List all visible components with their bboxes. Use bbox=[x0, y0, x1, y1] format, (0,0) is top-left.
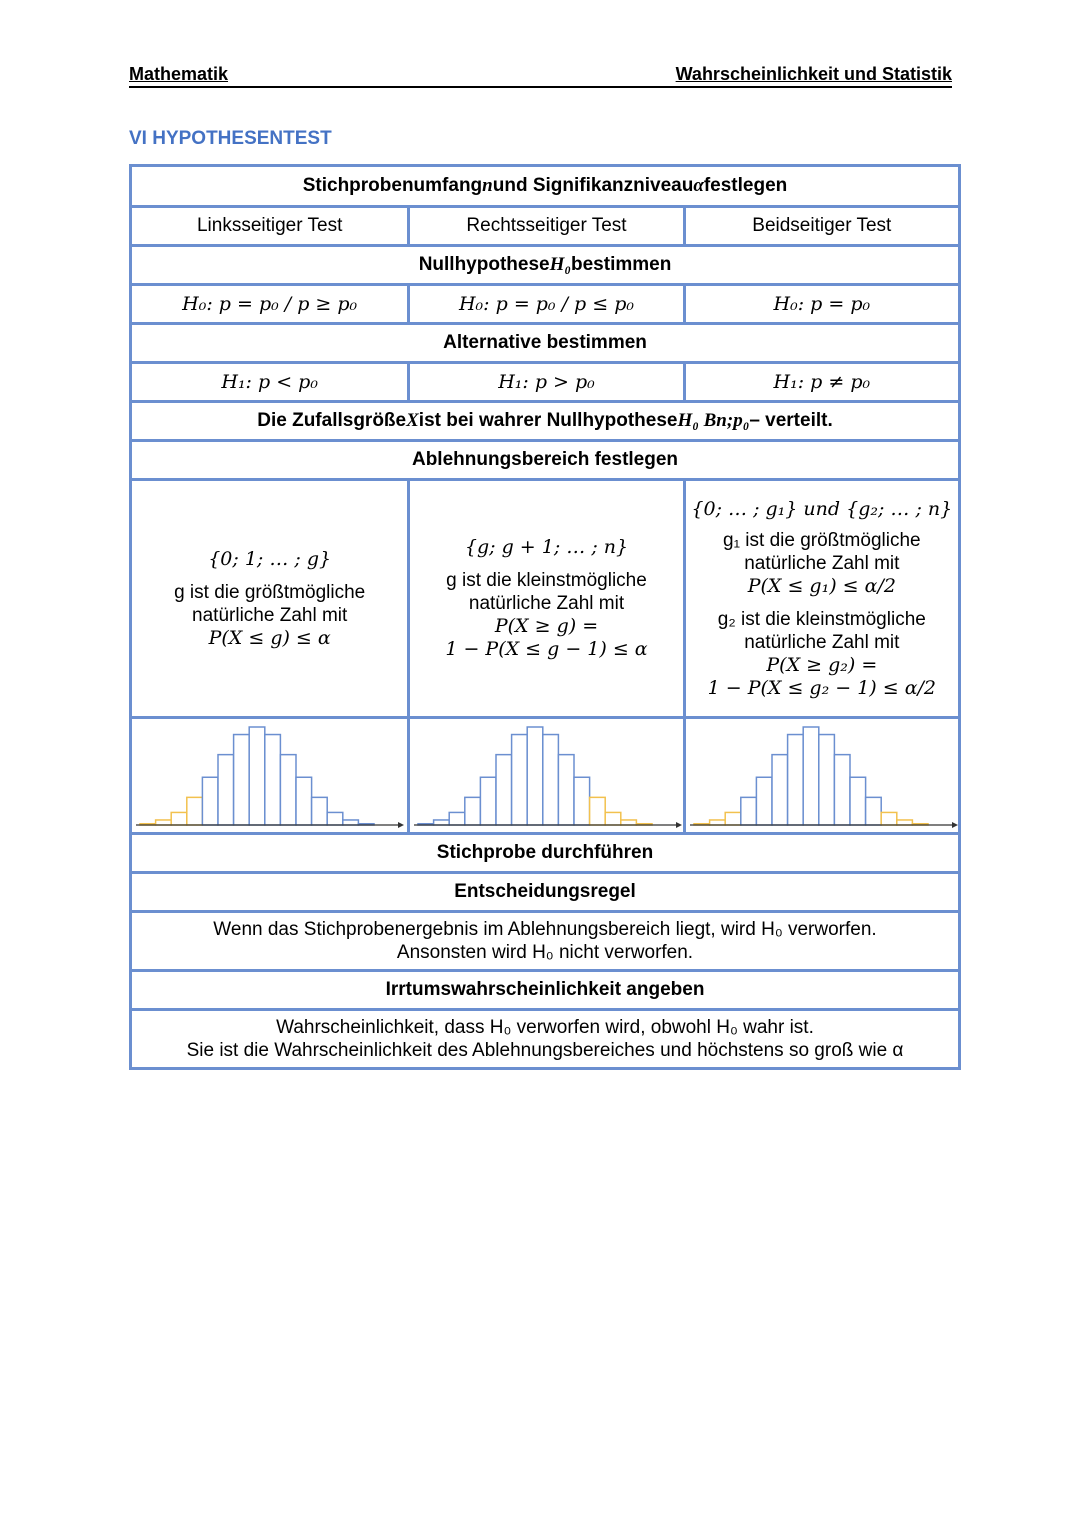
decision-rule-row bbox=[132, 910, 958, 969]
histogram-bar bbox=[621, 820, 637, 825]
histogram-axis-arrow bbox=[952, 822, 958, 828]
region-both-text: natürliche Zahl mit bbox=[744, 552, 900, 574]
histogram-bar bbox=[434, 820, 450, 825]
histogram-bar bbox=[881, 812, 897, 825]
step-error-probability bbox=[132, 969, 958, 1008]
histogram-bar bbox=[496, 755, 512, 825]
h1-right: H₁: p > p₀ bbox=[407, 364, 682, 400]
step-heading: Nullhypothese H₀ bestimmen bbox=[418, 254, 672, 275]
histogram-bar bbox=[606, 812, 622, 825]
histogram-both bbox=[683, 719, 958, 832]
decision-rule-line: Ansonsten wird H₀ nicht verworfen. bbox=[396, 942, 694, 963]
region-both-condition: P(X ≤ g₁) ≤ α/2 bbox=[747, 574, 896, 597]
histogram-left-svg bbox=[132, 719, 406, 835]
test-types-row bbox=[132, 205, 958, 244]
error-probability-line: Sie ist die Wahrscheinlichkeit des Ablehnungsbereiches und höchstens so groß wie α bbox=[186, 1040, 904, 1061]
histogram-bar bbox=[327, 812, 343, 825]
region-right-text: natürliche Zahl mit bbox=[468, 593, 625, 614]
header-topic: Wahrscheinlichkeit und Statistik bbox=[675, 64, 952, 84]
histogram-axis-arrow bbox=[398, 822, 404, 828]
region-left-text: natürliche Zahl mit bbox=[192, 604, 348, 626]
hypothesis-test-table bbox=[129, 164, 961, 1070]
step-heading: Stichprobe durchführen bbox=[436, 842, 654, 863]
histogram-bar bbox=[280, 755, 296, 825]
region-left-condition: P(X ≤ g) ≤ α bbox=[208, 626, 331, 649]
error-probability bbox=[132, 1011, 958, 1067]
error-probability-line: Wahrscheinlichkeit, dass H₀ verworfen wird, obwohl H₀ wahr ist. bbox=[276, 1017, 814, 1038]
step-null-hypothesis bbox=[132, 244, 958, 283]
test-left-label: Linksseitiger Test bbox=[196, 215, 343, 236]
test-both-label: Beidseitiger Test bbox=[683, 208, 958, 244]
histogram-bar bbox=[171, 812, 187, 825]
h1-both: H₁: p ≠ p₀ bbox=[683, 364, 958, 400]
region-left-set: {0; 1; … ; g} bbox=[208, 547, 332, 570]
histogram-bar bbox=[772, 755, 788, 825]
histogram-axis-arrow bbox=[676, 822, 682, 828]
section-title: VI HYPOTHESENTEST bbox=[129, 128, 332, 149]
h0-left: H₀: p = p₀ / p ≥ p₀ bbox=[182, 293, 358, 315]
histogram-left bbox=[132, 719, 407, 832]
histogram-bar bbox=[834, 755, 850, 825]
step-rejection-region bbox=[132, 439, 958, 478]
histogram-bar bbox=[803, 727, 819, 825]
histogram-bar bbox=[850, 777, 866, 825]
step-heading: Irrtumswahrscheinlichkeit angeben bbox=[385, 979, 705, 1000]
histogram-bar bbox=[265, 735, 281, 825]
histogram-bar bbox=[865, 797, 881, 825]
alternative-hypotheses-row bbox=[132, 361, 958, 400]
region-both-text: natürliche Zahl mit bbox=[744, 631, 900, 653]
region-both-condition: 1 − P(X ≤ g₂ − 1) ≤ α/2 bbox=[707, 676, 937, 699]
region-left bbox=[132, 481, 407, 716]
histogram-bar bbox=[312, 797, 328, 825]
region-left-text: g ist die größtmögliche bbox=[174, 581, 366, 603]
region-both-text: g₂ ist die kleinstmögliche bbox=[717, 608, 926, 630]
histogram-bar bbox=[156, 820, 172, 825]
histogram-bar bbox=[709, 820, 725, 825]
step-heading: Alternative bestimmen bbox=[443, 332, 647, 353]
histogram-bar bbox=[234, 735, 250, 825]
decision-rule-line: Wenn das Stichprobenergebnis im Ablehnungsbereich liegt, wird H₀ verworfen. bbox=[213, 919, 877, 940]
region-both-set: {0; … ; g₁} und {g₂; … ; n} bbox=[691, 497, 953, 520]
histogram-bar bbox=[343, 820, 359, 825]
histogram-bar bbox=[249, 727, 265, 825]
histogram-bar bbox=[465, 797, 481, 825]
histograms-row bbox=[132, 716, 958, 832]
histogram-bar bbox=[202, 777, 218, 825]
histogram-bar bbox=[450, 812, 466, 825]
step-heading: Ablehnungsbereich festlegen bbox=[411, 449, 679, 470]
region-both-condition: P(X ≥ g₂) = bbox=[766, 653, 878, 676]
region-right bbox=[407, 481, 682, 716]
step-decision bbox=[132, 871, 958, 910]
histogram-bar bbox=[896, 820, 912, 825]
histogram-bar bbox=[740, 797, 756, 825]
histogram-bar bbox=[296, 777, 312, 825]
page-header bbox=[129, 64, 952, 88]
step-sample bbox=[132, 832, 958, 871]
histogram-bar bbox=[528, 727, 544, 825]
distribution-statement: Die Zufallsgröße X ist bei wahrer Nullhypothese H₀ Bn;p₀ – verteilt. bbox=[257, 410, 833, 431]
histogram-bar bbox=[187, 797, 203, 825]
histogram-bar bbox=[481, 777, 497, 825]
h0-both: H₀: p = p₀ bbox=[683, 286, 958, 322]
histogram-right bbox=[407, 719, 682, 832]
histogram-bar bbox=[218, 755, 234, 825]
histogram-both-svg bbox=[686, 719, 960, 835]
region-both-text: g₁ ist die größtmögliche bbox=[723, 529, 921, 551]
region-right-condition: 1 − P(X ≤ g − 1) ≤ α bbox=[445, 638, 648, 660]
histogram-bar bbox=[590, 797, 606, 825]
step-heading: Stichprobenumfang n und Signifikanzniveau α festlegen bbox=[302, 175, 788, 196]
decision-rule bbox=[132, 913, 958, 969]
rejection-region-row bbox=[132, 478, 958, 716]
histogram-bar bbox=[725, 812, 741, 825]
histogram-right-svg bbox=[410, 719, 684, 835]
region-right-set: {g; g + 1; … ; n} bbox=[464, 536, 629, 558]
test-right-label: Rechtsseitiger Test bbox=[407, 208, 682, 244]
distribution-row bbox=[132, 400, 958, 439]
histogram-bar bbox=[574, 777, 590, 825]
region-right-condition: P(X ≥ g) = bbox=[494, 615, 599, 637]
histogram-bar bbox=[756, 777, 772, 825]
null-hypotheses-row bbox=[132, 283, 958, 322]
histogram-bar bbox=[543, 735, 559, 825]
error-probability-row bbox=[132, 1008, 958, 1067]
step-sample-size bbox=[132, 167, 958, 205]
step-heading: Entscheidungsregel bbox=[454, 881, 636, 902]
header-subject: Mathematik bbox=[129, 64, 229, 84]
histogram-bar bbox=[559, 755, 575, 825]
region-right-text: g ist die kleinstmögliche bbox=[446, 570, 647, 591]
step-alternative bbox=[132, 322, 958, 361]
histogram-bar bbox=[818, 735, 834, 825]
histogram-bar bbox=[787, 735, 803, 825]
region-both bbox=[683, 481, 958, 716]
histogram-bar bbox=[512, 735, 528, 825]
h0-right: H₀: p = p₀ / p ≤ p₀ bbox=[407, 286, 682, 322]
h1-left: H₁: p < p₀ bbox=[221, 371, 318, 393]
